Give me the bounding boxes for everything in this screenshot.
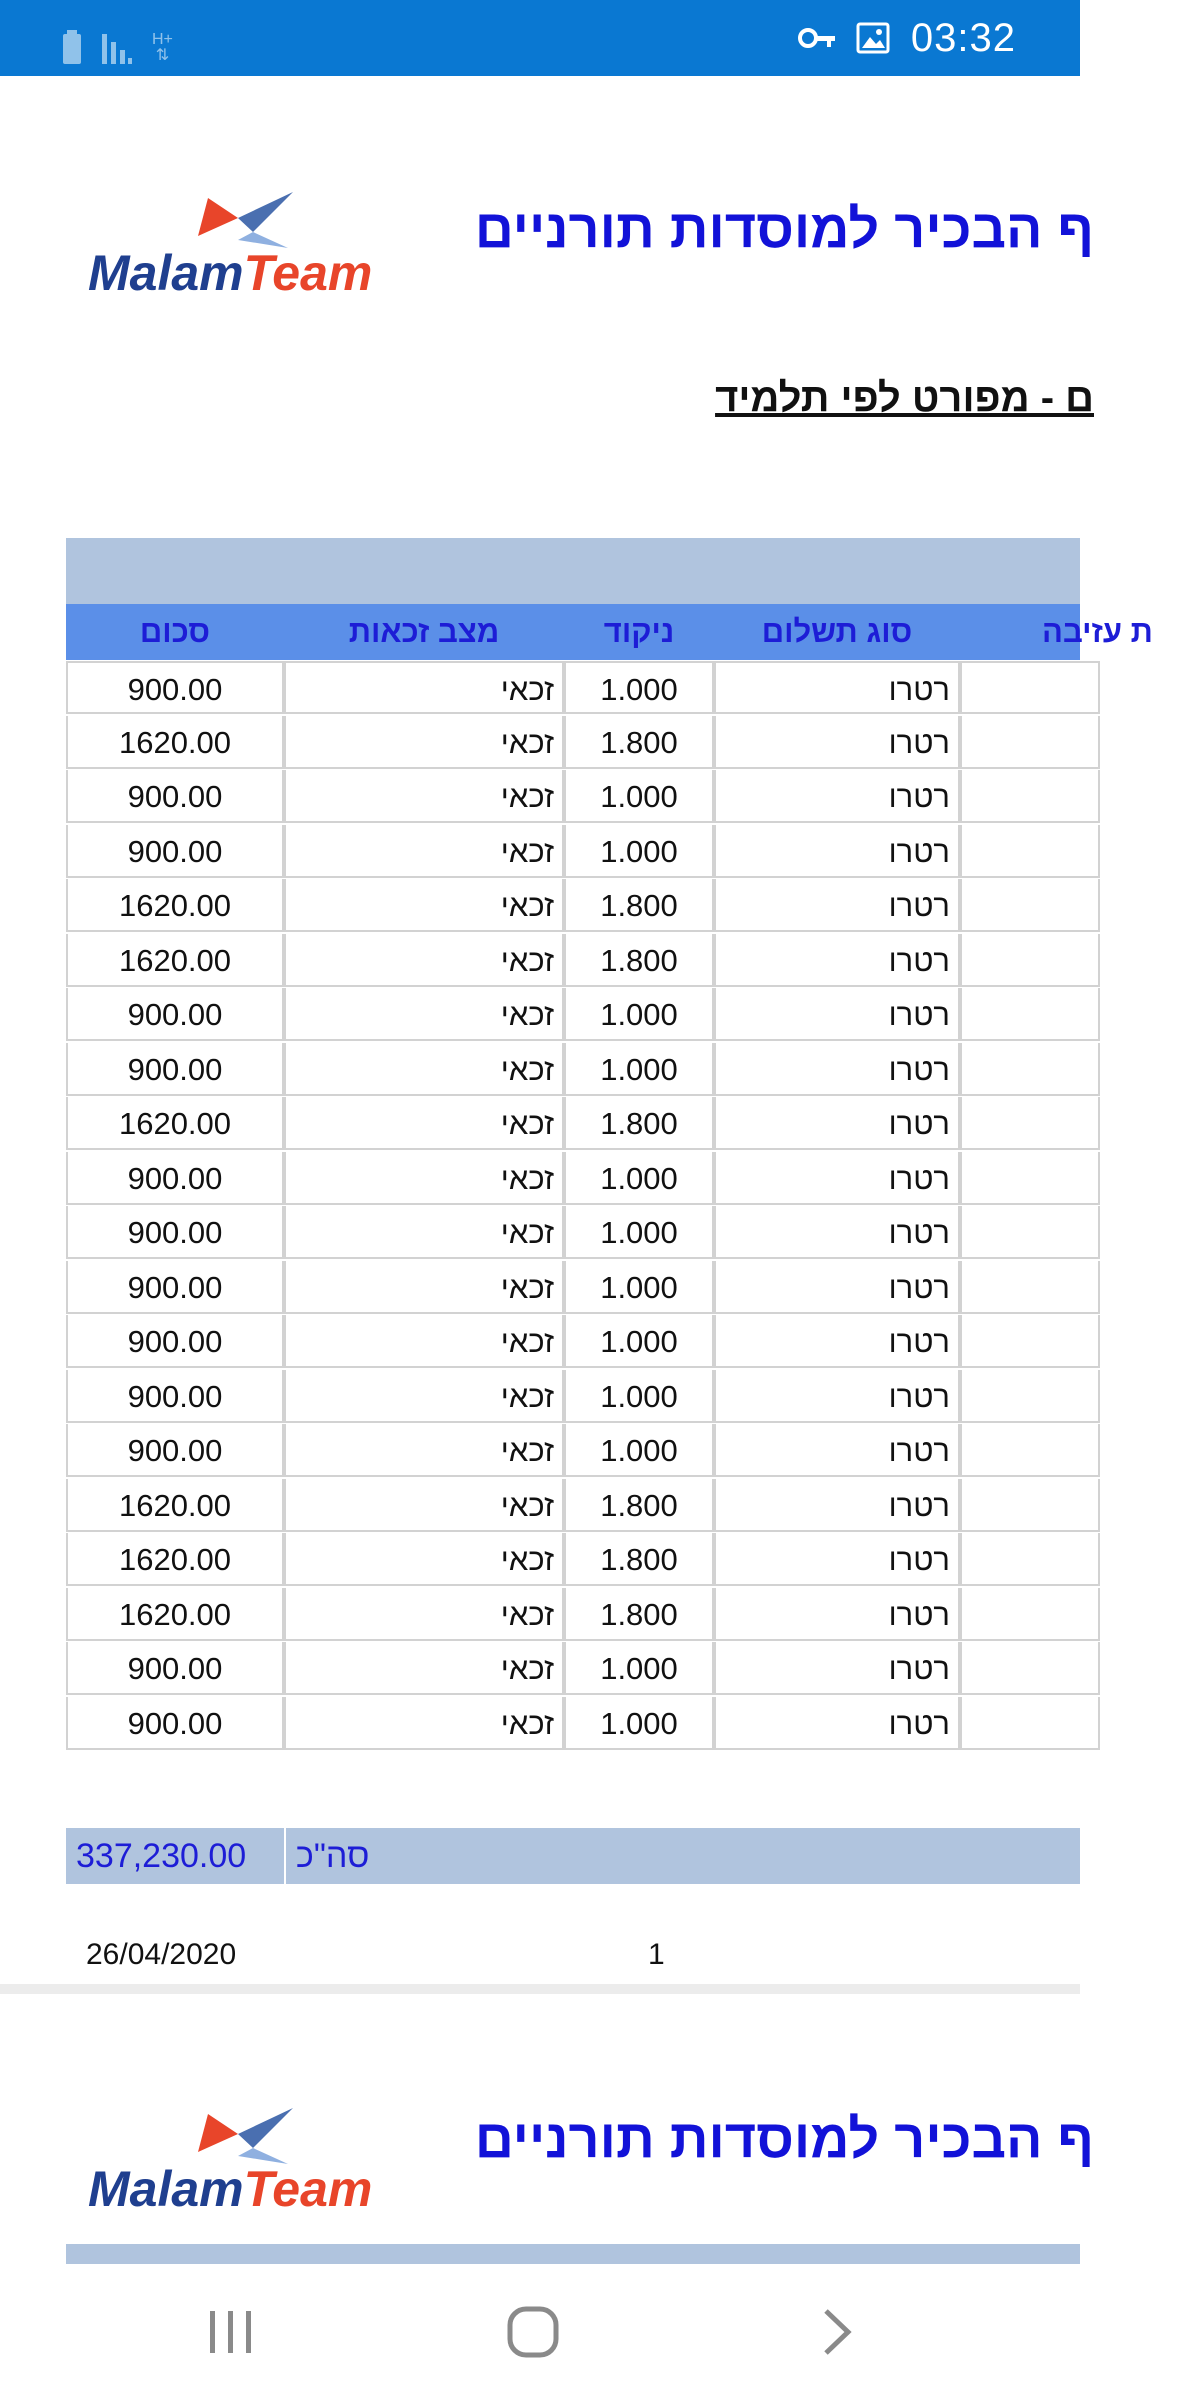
table-row bbox=[66, 1370, 1080, 1425]
cell-extra bbox=[960, 988, 1100, 1041]
cell-amount: 900.00 bbox=[66, 988, 284, 1041]
cell-score: 1.000 bbox=[564, 825, 714, 878]
back-icon bbox=[822, 2307, 852, 2357]
cell-amount: 900.00 bbox=[66, 661, 284, 714]
report-title-2: ף הבכיר למוסדות תורניים bbox=[474, 2109, 1094, 2169]
cell-score: 1.000 bbox=[564, 1642, 714, 1695]
table-row bbox=[66, 825, 1080, 880]
cell-status: זכאי bbox=[284, 1097, 564, 1150]
cell-score: 1.800 bbox=[564, 1097, 714, 1150]
cell-extra bbox=[960, 716, 1100, 769]
clock: 03:32 bbox=[910, 15, 1016, 60]
cell-score: 1.000 bbox=[564, 770, 714, 823]
cell-amount: 900.00 bbox=[66, 1315, 284, 1368]
cell-extra bbox=[960, 1424, 1100, 1477]
cell-payment-type: רטרו bbox=[714, 661, 960, 714]
cell-status: זכאי bbox=[284, 1315, 564, 1368]
cell-amount: 900.00 bbox=[66, 1206, 284, 1259]
cell-status: זכאי bbox=[284, 1370, 564, 1423]
table-row bbox=[66, 1533, 1080, 1588]
recent-apps-icon bbox=[206, 2309, 256, 2355]
table-row bbox=[66, 1315, 1080, 1370]
cell-score: 1.800 bbox=[564, 879, 714, 932]
cell-score: 1.800 bbox=[564, 716, 714, 769]
cell-status: זכאי bbox=[284, 1152, 564, 1205]
table-row bbox=[66, 1479, 1080, 1534]
table-row bbox=[66, 661, 1080, 716]
cell-extra bbox=[960, 1533, 1100, 1586]
logo-text-malam: Malam bbox=[88, 2161, 244, 2217]
cell-payment-type: רטרו bbox=[714, 1097, 960, 1150]
cell-status: זכאי bbox=[284, 716, 564, 769]
cell-payment-type: רטרו bbox=[714, 1697, 960, 1750]
cell-status: זכאי bbox=[284, 988, 564, 1041]
cell-payment-type: רטרו bbox=[714, 825, 960, 878]
table-row bbox=[66, 988, 1080, 1043]
cell-amount: 1620.00 bbox=[66, 879, 284, 932]
table-header bbox=[66, 604, 1153, 660]
cell-status: זכאי bbox=[284, 1697, 564, 1750]
cell-status: זכאי bbox=[284, 1642, 564, 1695]
cell-payment-type: רטרו bbox=[714, 770, 960, 823]
cell-amount: 1620.00 bbox=[66, 934, 284, 987]
cell-amount: 1620.00 bbox=[66, 1097, 284, 1150]
cell-status: זכאי bbox=[284, 879, 564, 932]
cell-amount: 1620.00 bbox=[66, 1533, 284, 1586]
cell-extra bbox=[960, 1588, 1100, 1641]
column-header-status: מצב זכאות bbox=[348, 614, 500, 649]
cell-status: זכאי bbox=[284, 1588, 564, 1641]
signal-icon bbox=[102, 32, 132, 64]
table-row bbox=[66, 716, 1080, 771]
back-button[interactable] bbox=[792, 2294, 882, 2370]
cell-amount: 900.00 bbox=[66, 1424, 284, 1477]
table-row bbox=[66, 1152, 1080, 1207]
cell-score: 1.000 bbox=[564, 1152, 714, 1205]
report-subtitle: ם - מפורט לפי תלמיד bbox=[715, 376, 1094, 420]
cell-amount: 900.00 bbox=[66, 1697, 284, 1750]
report-title: ף הבכיר למוסדות תורניים bbox=[474, 199, 1094, 259]
cell-extra bbox=[960, 1261, 1100, 1314]
cell-amount: 900.00 bbox=[66, 1261, 284, 1314]
cell-amount: 900.00 bbox=[66, 1370, 284, 1423]
table-row bbox=[66, 934, 1080, 989]
cell-extra bbox=[960, 661, 1100, 714]
cell-status: זכאי bbox=[284, 1206, 564, 1259]
cell-status: זכאי bbox=[284, 1424, 564, 1477]
navigation-bar bbox=[0, 2264, 1080, 2400]
logo-text-team: Team bbox=[243, 245, 373, 301]
cell-extra bbox=[960, 879, 1100, 932]
recent-apps-button[interactable] bbox=[186, 2294, 276, 2370]
cell-score: 1.000 bbox=[564, 988, 714, 1041]
report-page bbox=[0, 76, 1153, 1984]
status-bar bbox=[0, 0, 1080, 76]
cell-extra bbox=[960, 1206, 1100, 1259]
cell-status: זכאי bbox=[284, 1533, 564, 1586]
table-row bbox=[66, 1206, 1080, 1261]
cell-score: 1.800 bbox=[564, 1588, 714, 1641]
total-separator bbox=[284, 1828, 286, 1884]
total-row bbox=[66, 1828, 1080, 1884]
cell-payment-type: רטרו bbox=[714, 1479, 960, 1532]
column-header-amount: סכום bbox=[139, 614, 211, 649]
cell-extra bbox=[960, 1043, 1100, 1096]
cell-amount: 900.00 bbox=[66, 1043, 284, 1096]
cell-score: 1.000 bbox=[564, 1315, 714, 1368]
cell-payment-type: רטרו bbox=[714, 1315, 960, 1368]
cell-extra bbox=[960, 1697, 1100, 1750]
table-row bbox=[66, 1261, 1080, 1316]
cell-payment-type: רטרו bbox=[714, 1370, 960, 1423]
logo-text-malam: Malam bbox=[88, 245, 244, 301]
cell-score: 1.000 bbox=[564, 1697, 714, 1750]
cell-amount: 1620.00 bbox=[66, 1479, 284, 1532]
table-body bbox=[66, 661, 1080, 1751]
cell-extra bbox=[960, 770, 1100, 823]
cell-status: זכאי bbox=[284, 934, 564, 987]
column-header-score: ניקוד bbox=[603, 614, 675, 649]
table-top-band-2 bbox=[66, 2244, 1080, 2264]
table-row bbox=[66, 1043, 1080, 1098]
cell-score: 1.800 bbox=[564, 1533, 714, 1586]
cell-amount: 900.00 bbox=[66, 1152, 284, 1205]
status-right-icons bbox=[799, 0, 1016, 76]
status-left-icons bbox=[62, 26, 173, 64]
cell-payment-type: רטרו bbox=[714, 1261, 960, 1314]
cell-score: 1.000 bbox=[564, 1043, 714, 1096]
vpn-key-icon bbox=[799, 27, 835, 49]
table-row bbox=[66, 1424, 1080, 1479]
cell-payment-type: רטרו bbox=[714, 934, 960, 987]
image-icon bbox=[857, 23, 889, 53]
cell-payment-type: רטרו bbox=[714, 1642, 960, 1695]
cell-payment-type: רטרו bbox=[714, 1043, 960, 1096]
cell-score: 1.000 bbox=[564, 1261, 714, 1314]
home-button[interactable] bbox=[488, 2294, 578, 2370]
cell-payment-type: רטרו bbox=[714, 879, 960, 932]
cell-amount: 900.00 bbox=[66, 825, 284, 878]
table-row bbox=[66, 1588, 1080, 1643]
cell-extra bbox=[960, 1152, 1100, 1205]
cell-amount: 1620.00 bbox=[66, 1588, 284, 1641]
cell-score: 1.000 bbox=[564, 1370, 714, 1423]
cell-payment-type: רטרו bbox=[714, 716, 960, 769]
cell-payment-type: רטרו bbox=[714, 1152, 960, 1205]
cell-payment-type: רטרו bbox=[714, 988, 960, 1041]
home-icon bbox=[507, 2306, 559, 2358]
logo-text-team: Team bbox=[243, 2161, 373, 2217]
cell-amount: 900.00 bbox=[66, 770, 284, 823]
cell-score: 1.000 bbox=[564, 1424, 714, 1477]
table-row bbox=[66, 1697, 1080, 1752]
cell-payment-type: רטרו bbox=[714, 1206, 960, 1259]
cell-payment-type: רטרו bbox=[714, 1533, 960, 1586]
cell-score: 1.000 bbox=[564, 1206, 714, 1259]
page-separator bbox=[0, 1984, 1080, 1994]
cell-extra bbox=[960, 1315, 1100, 1368]
cell-extra bbox=[960, 934, 1100, 987]
cell-extra bbox=[960, 1370, 1100, 1423]
cell-status: זכאי bbox=[284, 825, 564, 878]
cell-extra bbox=[960, 825, 1100, 878]
cell-extra bbox=[960, 1479, 1100, 1532]
cell-amount: 1620.00 bbox=[66, 716, 284, 769]
footer-date: 26/04/2020 bbox=[86, 1938, 237, 1971]
table-row bbox=[66, 1642, 1080, 1697]
total-value: 337,230.00 bbox=[76, 1837, 247, 1875]
cell-score: 1.000 bbox=[564, 661, 714, 714]
total-label: סה"כ bbox=[296, 1837, 370, 1875]
table-row bbox=[66, 879, 1080, 934]
cell-extra bbox=[960, 1097, 1100, 1150]
cell-score: 1.800 bbox=[564, 934, 714, 987]
table-row bbox=[66, 1097, 1080, 1152]
cell-payment-type: רטרו bbox=[714, 1424, 960, 1477]
cell-amount: 900.00 bbox=[66, 1642, 284, 1695]
cell-payment-type: רטרו bbox=[714, 1588, 960, 1641]
network-type-label: H+ bbox=[152, 31, 173, 48]
column-header-payment-type: סוג תשלום bbox=[761, 614, 913, 649]
battery-icon bbox=[62, 30, 82, 64]
cell-extra bbox=[960, 1642, 1100, 1695]
cell-status: זכאי bbox=[284, 1261, 564, 1314]
cell-status: זכאי bbox=[284, 661, 564, 714]
report-page-2 bbox=[0, 1994, 1094, 2264]
cell-status: זכאי bbox=[284, 1479, 564, 1532]
footer-page-number: 1 bbox=[648, 1938, 665, 1971]
table-row bbox=[66, 770, 1080, 825]
table-top-band bbox=[66, 538, 1080, 604]
data-arrows-icon: H+ ⇅ bbox=[152, 31, 173, 64]
cell-score: 1.800 bbox=[564, 1479, 714, 1532]
cell-status: זכאי bbox=[284, 770, 564, 823]
column-header-extra: ת עזיבה bbox=[1042, 614, 1153, 649]
cell-status: זכאי bbox=[284, 1043, 564, 1096]
